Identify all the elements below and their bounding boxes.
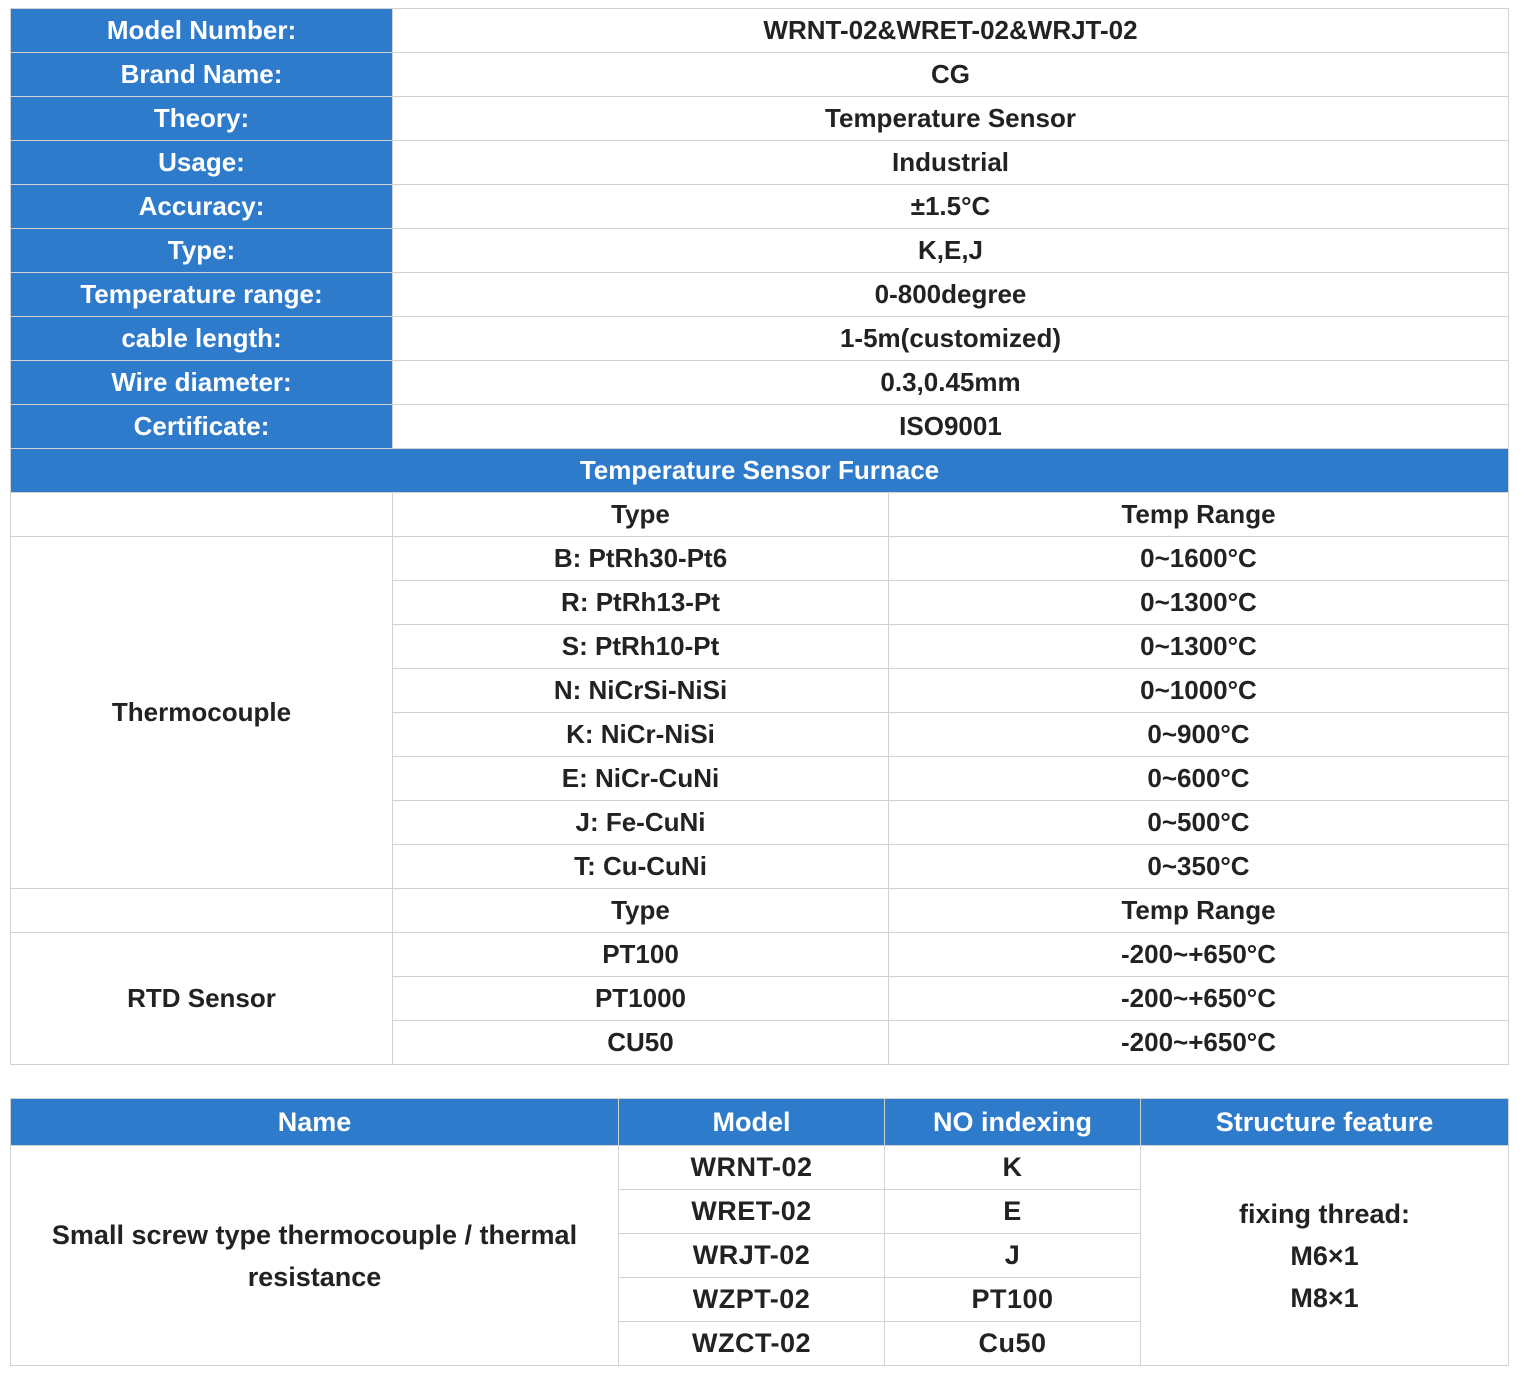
temp-range: 0~1000°C: [889, 669, 1509, 713]
spec-row: [11, 317, 1509, 361]
furnace-title-row: [11, 449, 1509, 493]
temp-range: 0~900°C: [889, 713, 1509, 757]
product-index: J: [885, 1234, 1141, 1278]
rtd-row: [11, 933, 1509, 977]
spec-label: Type:: [11, 229, 393, 273]
spec-table: [10, 8, 1509, 1065]
spec-label: Certificate:: [11, 405, 393, 449]
rtd-header-row: [11, 889, 1509, 933]
temp-range: 0~1300°C: [889, 581, 1509, 625]
col-type-header: Type: [393, 889, 889, 933]
col-type-header: Type: [393, 493, 889, 537]
furnace-title: Temperature Sensor Furnace: [11, 449, 1509, 493]
spec-value: CG: [393, 53, 1509, 97]
temp-range: 0~500°C: [889, 801, 1509, 845]
temp-range: -200~+650°C: [889, 1021, 1509, 1065]
spec-value: Industrial: [393, 141, 1509, 185]
spec-row: [11, 141, 1509, 185]
spec-label: Wire diameter:: [11, 361, 393, 405]
rtd-label: RTD Sensor: [11, 933, 393, 1065]
product-model: WZCT-02: [619, 1322, 885, 1366]
sensor-type: E: NiCr-CuNi: [393, 757, 889, 801]
structure-feature: [1141, 1146, 1509, 1366]
spec-value: 0.3,0.45mm: [393, 361, 1509, 405]
temp-range: 0~350°C: [889, 845, 1509, 889]
spec-row: [11, 53, 1509, 97]
product-header-row: [11, 1099, 1509, 1146]
product-model: WRNT-02: [619, 1146, 885, 1190]
spec-row: [11, 273, 1509, 317]
product-name: Small screw type thermocouple / thermal resistance: [11, 1146, 619, 1366]
spec-row: [11, 97, 1509, 141]
feature-line: fixing thread:: [1238, 1198, 1410, 1229]
spec-label: Theory:: [11, 97, 393, 141]
sensor-type: PT100: [393, 933, 889, 977]
product-row: [11, 1146, 1509, 1190]
spec-label: Model Number:: [11, 9, 393, 53]
empty-cell: [11, 493, 393, 537]
temp-range: -200~+650°C: [889, 933, 1509, 977]
model-header: Model: [619, 1099, 885, 1146]
product-index: K: [885, 1146, 1141, 1190]
sensor-type: PT1000: [393, 977, 889, 1021]
temp-range: 0~1300°C: [889, 625, 1509, 669]
product-index: E: [885, 1190, 1141, 1234]
product-table: [10, 1098, 1509, 1366]
sensor-type: R: PtRh13-Pt: [393, 581, 889, 625]
temp-range: -200~+650°C: [889, 977, 1509, 1021]
sensor-type: T: Cu-CuNi: [393, 845, 889, 889]
sensor-type: N: NiCrSi-NiSi: [393, 669, 889, 713]
indexing-header: NO indexing: [885, 1099, 1141, 1146]
spec-value: Temperature Sensor: [393, 97, 1509, 141]
col-range-header: Temp Range: [889, 889, 1509, 933]
spec-value: WRNT-02&WRET-02&WRJT-02: [393, 9, 1509, 53]
spec-row: [11, 229, 1509, 273]
sensor-type: CU50: [393, 1021, 889, 1065]
feature-header: Structure feature: [1141, 1099, 1509, 1146]
sensor-type: K: NiCr-NiSi: [393, 713, 889, 757]
spec-row: [11, 405, 1509, 449]
feature-line: M8×1: [1290, 1282, 1359, 1313]
spec-value: 0-800degree: [393, 273, 1509, 317]
spec-value: ISO9001: [393, 405, 1509, 449]
product-model: WRET-02: [619, 1190, 885, 1234]
spec-label: cable length:: [11, 317, 393, 361]
spec-label: Temperature range:: [11, 273, 393, 317]
thermocouple-label: Thermocouple: [11, 537, 393, 889]
feature-line: M6×1: [1290, 1240, 1359, 1271]
product-model: WRJT-02: [619, 1234, 885, 1278]
spec-value: K,E,J: [393, 229, 1509, 273]
sensor-type: S: PtRh10-Pt: [393, 625, 889, 669]
thermocouple-header-row: [11, 493, 1509, 537]
col-range-header: Temp Range: [889, 493, 1509, 537]
product-model: WZPT-02: [619, 1278, 885, 1322]
sensor-type: J: Fe-CuNi: [393, 801, 889, 845]
spec-row: [11, 361, 1509, 405]
spec-value: 1-5m(customized): [393, 317, 1509, 361]
spec-label: Usage:: [11, 141, 393, 185]
product-index: PT100: [885, 1278, 1141, 1322]
thermocouple-row: [11, 537, 1509, 581]
sensor-type: B: PtRh30-Pt6: [393, 537, 889, 581]
spec-row: [11, 9, 1509, 53]
spec-label: Brand Name:: [11, 53, 393, 97]
product-index: Cu50: [885, 1322, 1141, 1366]
temp-range: 0~600°C: [889, 757, 1509, 801]
spec-row: [11, 185, 1509, 229]
spec-label: Accuracy:: [11, 185, 393, 229]
spec-value: ±1.5°C: [393, 185, 1509, 229]
empty-cell: [11, 889, 393, 933]
temp-range: 0~1600°C: [889, 537, 1509, 581]
name-header: Name: [11, 1099, 619, 1146]
